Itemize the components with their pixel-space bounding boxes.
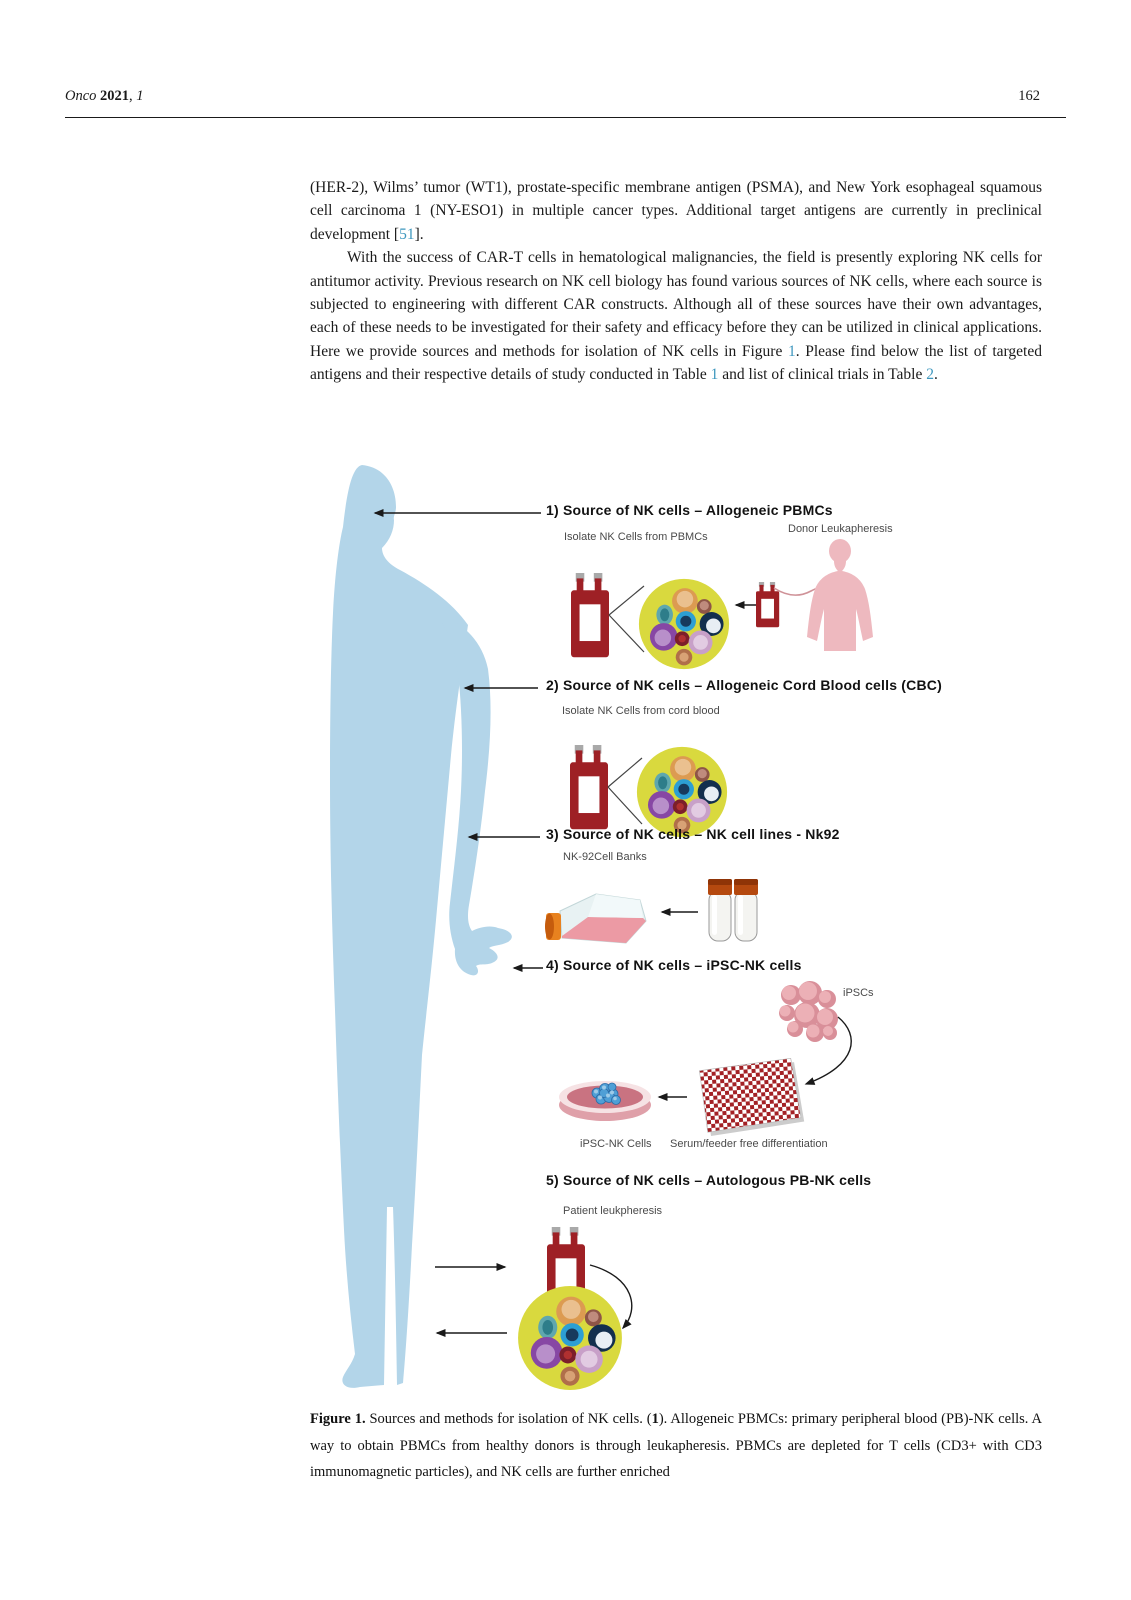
pbmc-cell-cluster-icon xyxy=(639,579,729,669)
label-ipscs: iPSCs xyxy=(843,987,874,999)
figure-heading-5: 5) Source of NK cells – Autologous PB-NK cells xyxy=(546,1172,872,1188)
label-nk92-banks: NK-92Cell Banks xyxy=(563,851,647,863)
ipsc-cluster-icon xyxy=(779,981,838,1042)
header-rule xyxy=(65,117,1066,118)
label-donor-leukapheresis: Donor Leukapheresis xyxy=(788,523,893,535)
figure-heading-2: 2) Source of NK cells – Allogeneic Cord Blood cells (CBC) xyxy=(546,677,942,693)
donor-torso-icon xyxy=(807,539,873,651)
cryovial-icon xyxy=(708,879,732,941)
article-body xyxy=(310,176,1042,387)
figure-caption: Figure 1. Sources and methods for isolation of NK cells. (1). Allogeneic PBMCs: primary peripheral blood (PB)-NK cells. A way to obtain PBMCs from healthy donors is through leukapheresis. PBMCs are depleted for T cells (CD3+ with CD3 immunomagnetic particles), and NK cells are further enriched xyxy=(310,1411,1042,1480)
cryovial-icon xyxy=(734,879,758,941)
magnify-lines xyxy=(608,758,642,824)
journal-year: 2021 xyxy=(100,88,130,104)
label-isolate-pbmcs: Isolate NK Cells from PBMCs xyxy=(564,531,708,543)
running-head: Onco 2021, 1 162 xyxy=(65,88,1040,104)
journal-volume: 1 xyxy=(136,88,144,104)
human-silhouette xyxy=(330,465,512,1388)
citation-link[interactable]: 51 xyxy=(399,225,415,243)
figure-1-illustration xyxy=(300,455,942,1400)
figure-heading-1: 1) Source of NK cells – Allogeneic PBMCs xyxy=(546,502,833,518)
section4-graphics xyxy=(514,968,851,1137)
paragraph-1: (HER-2), Wilms’ tumor (WT1), prostate-specific membrane antigen (PSMA), and New York esophageal squamous cell carcinoma 1 (NY-ESO1) in multiple cancer types. Additional target antigens are currently in preclinical development [51]. xyxy=(310,179,1042,243)
magnify-lines xyxy=(609,586,644,652)
figure-heading-3: 3) Source of NK cells – NK cell lines - Nk92 xyxy=(546,826,840,842)
petri-dish-icon xyxy=(559,1081,651,1121)
figure-heading-4: 4) Source of NK cells – iPSC-NK cells xyxy=(546,957,802,973)
label-isolate-cord: Isolate NK Cells from cord blood xyxy=(562,705,720,717)
culture-flask-icon xyxy=(545,894,646,943)
citation-link[interactable]: 1 xyxy=(710,366,719,384)
section5-graphics xyxy=(435,1227,632,1390)
cord-blood-cell-cluster-icon xyxy=(637,747,727,837)
citation-link[interactable]: 2 xyxy=(926,366,934,384)
feeder-free-sheet-icon xyxy=(699,1058,805,1137)
journal-name: Onco xyxy=(65,88,97,104)
paragraph-2: With the success of CAR-T cells in hematological malignancies, the field is presently exploring NK cells for antitumor activity. Previous research on NK cell biology has found various sources of NK cells, where each source is subjected to engineering with different CAR constructs. Although all of these sources have their own advantages, each of these needs to be investigated for their safety and efficacy before they can be utilized in clinical applications. Here we provide sources and methods for isolation of NK cells in Figure 1. Please find below the list of targeted antigens and their respective details of study conducted in Table 1 and list of clinical trials in Table 2. xyxy=(310,249,1042,384)
pbnk-cell-cluster-icon xyxy=(518,1286,622,1390)
label-ipsc-nk-cells: iPSC-NK Cells xyxy=(580,1138,652,1150)
citation-link[interactable]: 1 xyxy=(787,342,796,360)
blood-bag-icon xyxy=(571,573,609,657)
figure-graphics xyxy=(300,455,880,1400)
page-number: 162 xyxy=(1018,88,1040,104)
label-patient-leukpheresis: Patient leukpheresis xyxy=(563,1205,663,1217)
label-serum-free: Serum/feeder free differentiation xyxy=(670,1138,828,1150)
blood-bag-icon xyxy=(570,745,608,829)
